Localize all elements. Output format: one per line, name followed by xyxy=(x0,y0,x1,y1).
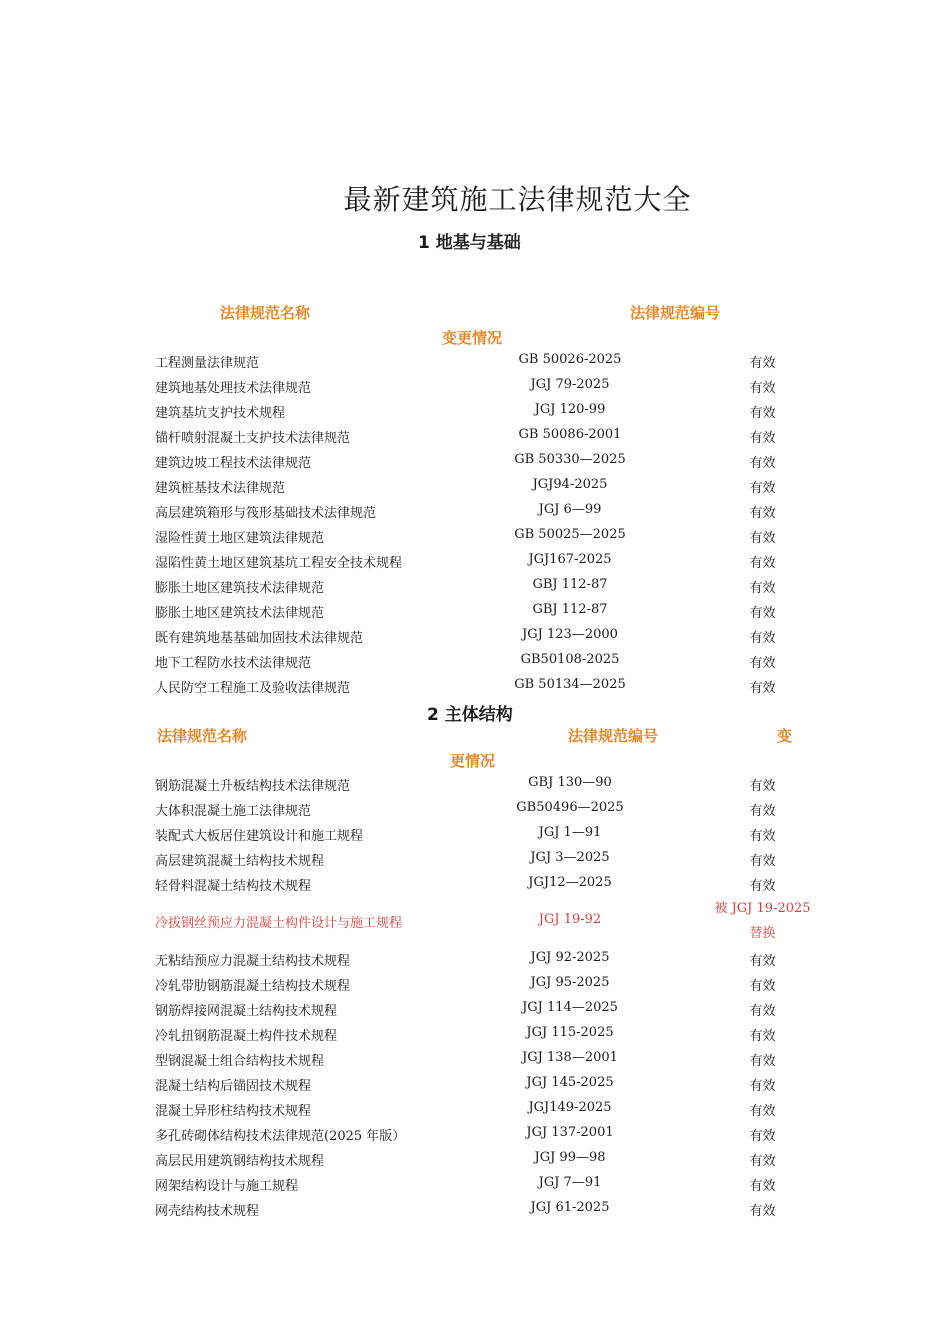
law-status: 有效 xyxy=(749,954,776,969)
law-code: GB 50026-2025 xyxy=(518,352,622,367)
law-code: GB50496—2025 xyxy=(516,800,624,815)
law-name: 建筑基坑支护技术规程 xyxy=(155,406,286,421)
section-2-header-name: 法律规范名称 xyxy=(157,727,248,745)
law-code: JGJ 61-2025 xyxy=(530,1200,610,1215)
table-row xyxy=(0,1196,950,1221)
table-row xyxy=(0,796,950,821)
law-status: 有效 xyxy=(749,1154,776,1169)
law-status: 有效 xyxy=(749,1054,776,1069)
section-1-header-status: 变更情况 xyxy=(442,329,503,347)
law-name: 混凝土异形柱结构技术规程 xyxy=(155,1104,312,1119)
law-code: JGJ 19-92 xyxy=(538,912,602,927)
law-code: JGJ167-2025 xyxy=(528,552,612,567)
law-code: GBJ 112-87 xyxy=(532,577,608,592)
law-status: 有效 xyxy=(749,681,776,696)
law-status: 有效 xyxy=(749,779,776,794)
law-name: 湿陷性黄土地区建筑基坑工程安全技术规程 xyxy=(155,556,403,571)
law-name: 钢筋混凝土升板结构技术法律规范 xyxy=(155,779,351,794)
law-status: 有效 xyxy=(749,381,776,396)
law-code: JGJ 123—2000 xyxy=(522,627,618,642)
law-code: GB 50025—2025 xyxy=(514,527,626,542)
law-status: 有效 xyxy=(749,1079,776,1094)
section-2-header-status-start: 变 xyxy=(777,727,793,745)
law-code: GB50108-2025 xyxy=(520,652,620,667)
law-status: 有效 xyxy=(749,979,776,994)
law-code: JGJ 114—2025 xyxy=(522,1000,618,1015)
law-status: 有效 xyxy=(749,1204,776,1219)
section-2-heading: 2 主体结构 xyxy=(427,705,513,725)
table-row xyxy=(0,573,950,598)
law-name: 锚杆喷射混凝土支护技术法律规范 xyxy=(155,431,351,446)
table-row xyxy=(0,996,950,1021)
law-name: 高层建筑箱形与筏形基础技术法律规范 xyxy=(155,506,377,521)
law-name: 工程测量法律规范 xyxy=(155,356,260,371)
law-status: 有效 xyxy=(749,1179,776,1194)
law-code: JGJ 99—98 xyxy=(534,1150,606,1165)
table-row xyxy=(0,448,950,473)
law-name: 人民防空工程施工及验收法律规范 xyxy=(155,681,351,696)
section-1-header-name: 法律规范名称 xyxy=(220,304,311,322)
law-code: JGJ 145-2025 xyxy=(526,1075,614,1090)
table-row xyxy=(0,523,950,548)
table-row xyxy=(0,473,950,498)
law-status: 有效 xyxy=(749,1104,776,1119)
section-2-header-code: 法律规范编号 xyxy=(568,727,659,745)
law-name: 无粘结预应力混凝土结构技术规程 xyxy=(155,954,351,969)
law-code: JGJ 79-2025 xyxy=(530,377,610,392)
law-code: JGJ 92-2025 xyxy=(530,950,610,965)
law-code: JGJ 1—91 xyxy=(538,825,602,840)
table-row xyxy=(0,423,950,448)
law-code: JGJ 120-99 xyxy=(534,402,606,417)
law-name: 膨胀土地区建筑技术法律规范 xyxy=(155,581,325,596)
table-row xyxy=(0,846,950,871)
law-status: 有效 xyxy=(749,1004,776,1019)
law-status: 有效 xyxy=(749,854,776,869)
law-code: JGJ 3—2025 xyxy=(530,850,610,865)
law-status: 有效 xyxy=(749,631,776,646)
law-status: 有效 xyxy=(749,879,776,894)
law-code: JGJ 95-2025 xyxy=(530,975,610,990)
table-row xyxy=(0,548,950,573)
law-status: 被 JGJ 19-2025 替换 xyxy=(714,901,811,941)
law-name: 混凝土结构后锚固技术规程 xyxy=(155,1079,312,1094)
table-row xyxy=(0,971,950,996)
law-code: JGJ 138—2001 xyxy=(522,1050,618,1065)
law-status: 有效 xyxy=(749,829,776,844)
law-name: 网壳结构技术规程 xyxy=(155,1204,260,1219)
law-name: 冷轧带肋钢筋混凝土结构技术规程 xyxy=(155,979,351,994)
table-row xyxy=(0,1071,950,1096)
table-row xyxy=(0,348,950,373)
table-row xyxy=(0,871,950,896)
law-code: JGJ149-2025 xyxy=(528,1100,612,1115)
law-status: 有效 xyxy=(749,456,776,471)
law-code: JGJ 115-2025 xyxy=(526,1025,614,1040)
law-name: 膨胀土地区建筑技术法律规范 xyxy=(155,606,325,621)
law-name: 建筑桩基技术法律规范 xyxy=(155,481,286,496)
section-1-header-code: 法律规范编号 xyxy=(630,304,721,322)
law-name: 装配式大板居住建筑设计和施工规程 xyxy=(155,829,364,844)
law-code: GBJ 112-87 xyxy=(532,602,608,617)
law-status: 有效 xyxy=(749,1129,776,1144)
table-row xyxy=(0,1021,950,1046)
table-row xyxy=(0,1096,950,1121)
law-code: JGJ 137-2001 xyxy=(526,1125,614,1140)
table-row xyxy=(0,1146,950,1171)
law-name: 轻骨料混凝土结构技术规程 xyxy=(155,879,312,894)
law-name: 建筑边坡工程技术法律规范 xyxy=(155,456,312,471)
table-row xyxy=(0,896,950,946)
law-name: 建筑地基处理技术法律规范 xyxy=(155,381,312,396)
table-row xyxy=(0,946,950,971)
section-1-heading: 1 地基与基础 xyxy=(418,233,521,253)
law-status: 有效 xyxy=(749,804,776,819)
table-row xyxy=(0,623,950,648)
table-row xyxy=(0,673,950,698)
law-name: 大体积混凝土施工法律规范 xyxy=(155,804,312,819)
law-status: 有效 xyxy=(749,531,776,546)
law-code: GBJ 130—90 xyxy=(528,775,612,790)
table-row xyxy=(0,771,950,796)
law-status: 有效 xyxy=(749,1029,776,1044)
law-code: JGJ 6—99 xyxy=(538,502,602,517)
law-code: GB 50330—2025 xyxy=(514,452,626,467)
table-row xyxy=(0,1121,950,1146)
table-row xyxy=(0,648,950,673)
law-status: 有效 xyxy=(749,556,776,571)
law-name: 湿险性黄土地区建筑法律规范 xyxy=(155,531,325,546)
table-row xyxy=(0,821,950,846)
law-name: 多孔砖砌体结构技术法律规范(2025 年版） xyxy=(155,1129,406,1144)
law-name: 既有建筑地基基础加固技术法律规范 xyxy=(155,631,364,646)
table-row xyxy=(0,373,950,398)
law-status: 有效 xyxy=(749,606,776,621)
law-name: 钢筋焊接网混凝土结构技术规程 xyxy=(155,1004,338,1019)
law-name: 型钢混凝土组合结构技术规程 xyxy=(155,1054,325,1069)
law-status: 有效 xyxy=(749,581,776,596)
law-status: 有效 xyxy=(749,356,776,371)
table-row xyxy=(0,398,950,423)
law-status: 有效 xyxy=(749,406,776,421)
law-status: 有效 xyxy=(749,481,776,496)
law-name: 高层建筑混凝土结构技术规程 xyxy=(155,854,325,869)
table-row xyxy=(0,498,950,523)
law-code: GB 50134—2025 xyxy=(514,677,626,692)
law-code: JGJ94-2025 xyxy=(532,477,608,492)
law-status: 有效 xyxy=(749,656,776,671)
table-row xyxy=(0,1171,950,1196)
law-name: 冷轧扭钢筋混凝土构件技术规程 xyxy=(155,1029,338,1044)
document-title: 最新建筑施工法律规范大全 xyxy=(343,183,692,216)
law-status: 有效 xyxy=(749,506,776,521)
law-name: 高层民用建筑钢结构技术规程 xyxy=(155,1154,325,1169)
law-status: 有效 xyxy=(749,431,776,446)
law-code: JGJ12—2025 xyxy=(528,875,612,890)
section-2-header-status-end: 更情况 xyxy=(450,752,496,770)
law-name: 网架结构设计与施工规程 xyxy=(155,1179,299,1194)
law-code: GB 50086-2001 xyxy=(518,427,622,442)
law-code: JGJ 7—91 xyxy=(538,1175,602,1190)
law-name: 冷拔钢丝预应力混凝土构件设计与施工规程 xyxy=(155,916,403,931)
table-row xyxy=(0,1046,950,1071)
table-row xyxy=(0,598,950,623)
law-name: 地下工程防水技术法律规范 xyxy=(155,656,312,671)
